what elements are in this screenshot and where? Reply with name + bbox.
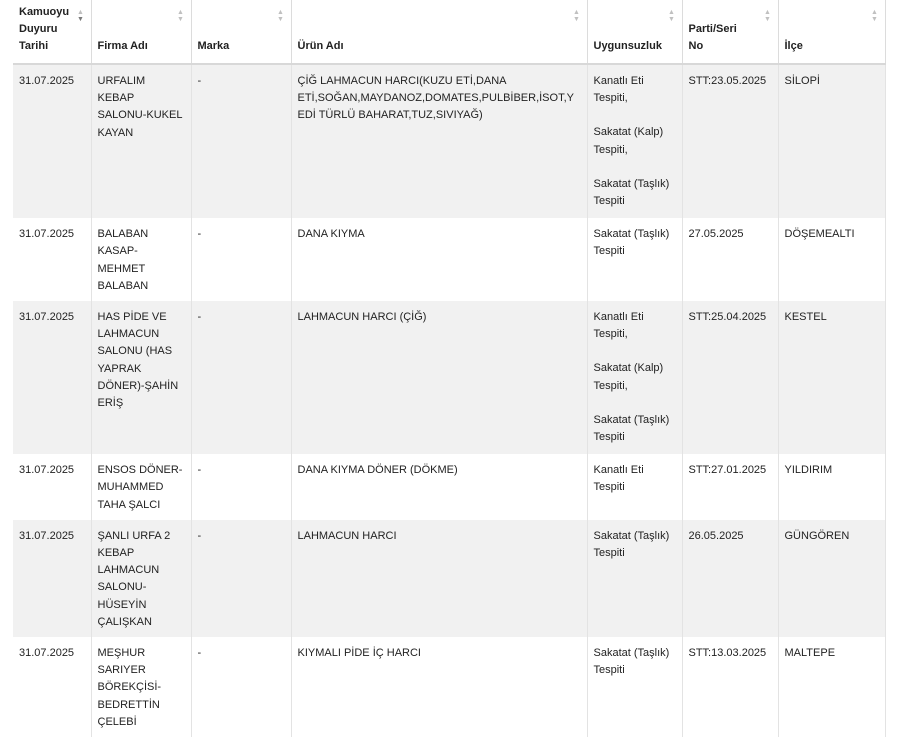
header-label: Marka [197, 40, 230, 52]
cell-product: ÇİĞ LAHMACUN HARCI(KUZU ETİ,DANA ETİ,SOĞAN,MAYDANOZ,DOMATES,PULBİBER,İSOT,YEDİ TÜRLÜ BAHARAT,TUZ,SIVIYAĞ) [291, 64, 587, 218]
cell-firm: HAS PİDE VE LAHMACUN SALONU (HAS YAPRAK DÖNER)-ŞAHİN ERİŞ [91, 301, 191, 454]
cell-lot: STT:13.03.2025 [682, 637, 778, 737]
column-header-issue[interactable] [587, 0, 682, 64]
sort-icon[interactable]: ▲ ▼ [177, 9, 184, 23]
cell-district: KESTEL [778, 301, 885, 454]
sort-icon[interactable]: ▲ ▼ [277, 9, 284, 23]
issue-item: Sakatat (Kalp) Tespiti, [593, 362, 664, 392]
cell-firm: ŞANLI URFA 2 KEBAP LAHMACUN SALONU-HÜSEYİN ÇALIŞKAN [91, 520, 191, 637]
cell-brand: - [191, 64, 291, 218]
cell-product: DANA KIYMA [291, 218, 587, 301]
cell-firm: BALABAN KASAP-MEHMET BALABAN [91, 218, 191, 301]
cell-product: DANA KIYMA DÖNER (DÖKME) [291, 454, 587, 520]
sort-icon[interactable]: ▲ ▼ [668, 9, 675, 23]
cell-firm: URFALIM KEBAP SALONU-KUKEL KAYAN [91, 64, 191, 218]
cell-lot: STT:23.05.2025 [682, 64, 778, 218]
header-label: Firma Adı [97, 40, 148, 52]
cell-date: 31.07.2025 [13, 637, 91, 737]
column-header-district[interactable] [778, 0, 885, 64]
recall-table [13, 0, 886, 737]
table-row [13, 64, 885, 218]
header-date-line: Kamuoyu [19, 6, 70, 18]
cell-product: LAHMACUN HARCI [291, 520, 587, 637]
sort-icon[interactable]: ▲ ▼ [573, 9, 580, 23]
header-lot-line: Parti/Seri [688, 23, 737, 35]
table-row [13, 520, 885, 637]
column-header-date[interactable] [13, 0, 91, 64]
table-row [13, 454, 885, 520]
header-date-line: Duyuru [19, 23, 58, 35]
cell-product: LAHMACUN HARCI (ÇİĞ) [291, 301, 587, 454]
issue-item: Kanatlı Eti Tespiti, [593, 75, 644, 105]
issue-item: Sakatat (Taşlık) Tespiti [593, 647, 670, 677]
table-row [13, 301, 885, 454]
cell-district: MALTEPE [778, 637, 885, 737]
cell-issue [587, 520, 682, 637]
cell-issue [587, 64, 682, 218]
cell-date: 31.07.2025 [13, 520, 91, 637]
column-header-lot[interactable] [682, 0, 778, 64]
sort-icon[interactable]: ▲ ▼ [871, 9, 878, 23]
cell-district: YILDIRIM [778, 454, 885, 520]
cell-district: SİLOPİ [778, 64, 885, 218]
cell-brand: - [191, 301, 291, 454]
header-lot-line: No [688, 40, 704, 52]
column-header-brand[interactable] [191, 0, 291, 64]
issue-item: Sakatat (Taşlık) Tespiti [593, 413, 670, 444]
header-label: İlçe [784, 40, 803, 52]
issue-item: Sakatat (Taşlık) Tespiti [593, 228, 670, 258]
column-header-firm[interactable] [91, 0, 191, 64]
issue-item: Kanatlı Eti Tespiti, [593, 311, 644, 341]
sort-icon[interactable]: ▲ ▼ [764, 9, 771, 23]
issue-item: Sakatat (Taşlık) Tespiti [593, 177, 670, 208]
table-header-row [13, 0, 885, 64]
sort-desc-icon[interactable]: ▲ ▼ [77, 9, 84, 23]
cell-lot: STT:27.01.2025 [682, 454, 778, 520]
header-label: Ürün Adı [297, 40, 344, 52]
cell-brand: - [191, 637, 291, 737]
table-row [13, 218, 885, 301]
issue-item: Sakatat (Kalp) Tespiti, [593, 126, 664, 156]
cell-district: GÜNGÖREN [778, 520, 885, 637]
cell-date: 31.07.2025 [13, 454, 91, 520]
cell-issue [587, 637, 682, 737]
cell-firm: MEŞHUR SARIYER BÖREKÇİSİ-BEDRETTİN ÇELEBİ [91, 637, 191, 737]
column-header-product[interactable] [291, 0, 587, 64]
cell-brand: - [191, 218, 291, 301]
cell-brand: - [191, 520, 291, 637]
cell-lot: STT:25.04.2025 [682, 301, 778, 454]
cell-district: DÖŞEMEALTI [778, 218, 885, 301]
cell-date: 31.07.2025 [13, 218, 91, 301]
cell-issue [587, 218, 682, 301]
cell-firm: ENSOS DÖNER-MUHAMMED TAHA ŞALCI [91, 454, 191, 520]
cell-date: 31.07.2025 [13, 64, 91, 218]
header-label: Uygunsuzluk [593, 40, 662, 52]
issue-item: Sakatat (Taşlık) Tespiti [593, 529, 670, 560]
cell-lot: 26.05.2025 [682, 520, 778, 637]
cell-lot: 27.05.2025 [682, 218, 778, 301]
cell-issue [587, 454, 682, 520]
issue-item: Kanatlı Eti Tespiti [593, 464, 644, 494]
cell-product: KIYMALI PİDE İÇ HARCI [291, 637, 587, 737]
cell-issue [587, 301, 682, 454]
cell-date: 31.07.2025 [13, 301, 91, 454]
header-date-line: Tarihi [19, 40, 49, 52]
table-row [13, 637, 885, 737]
cell-brand: - [191, 454, 291, 520]
